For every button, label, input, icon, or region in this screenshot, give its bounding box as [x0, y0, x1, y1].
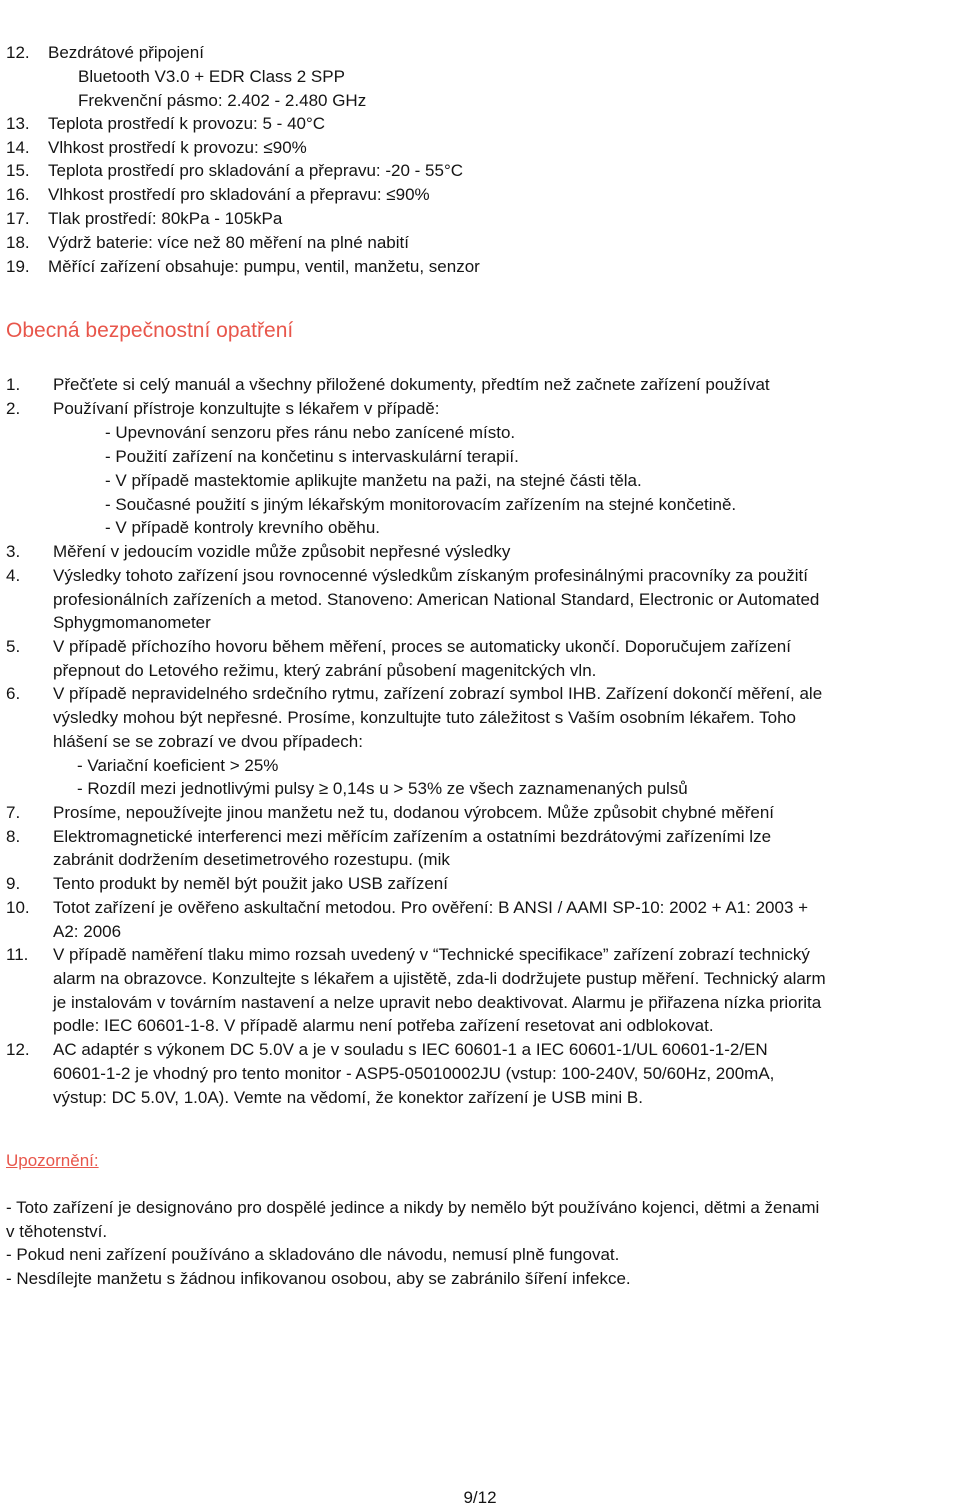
- warning-line: - Nesdílejte manžetu s žádnou infikovanou osobou, aby se zabránilo šíření infekce.: [6, 1269, 631, 1288]
- document-header: [0, 0, 960, 24]
- document-title: iHealth BP5 Bluetooth měřič krevního tlaku - uživatelská příručka: [6, 2, 495, 21]
- warning-line: - Toto zařízení je designováno pro dospělé jedince a nikdy by nemělo být používáno kojenci, dětmi a ženami: [6, 1198, 820, 1217]
- site-name: easyapple.cz: [856, 2, 956, 21]
- safety-heading: Obecná bezpečnostní opatření: [6, 319, 294, 342]
- warning-line: v těhotenství.: [6, 1222, 108, 1241]
- warning-line: - Pokud neni zařízení používáno a skladováno dle návodu, nemusí plně fungovat.: [6, 1245, 620, 1264]
- page-number: 9/12: [463, 1488, 497, 1507]
- warning-heading: Upozornění:: [6, 1151, 99, 1170]
